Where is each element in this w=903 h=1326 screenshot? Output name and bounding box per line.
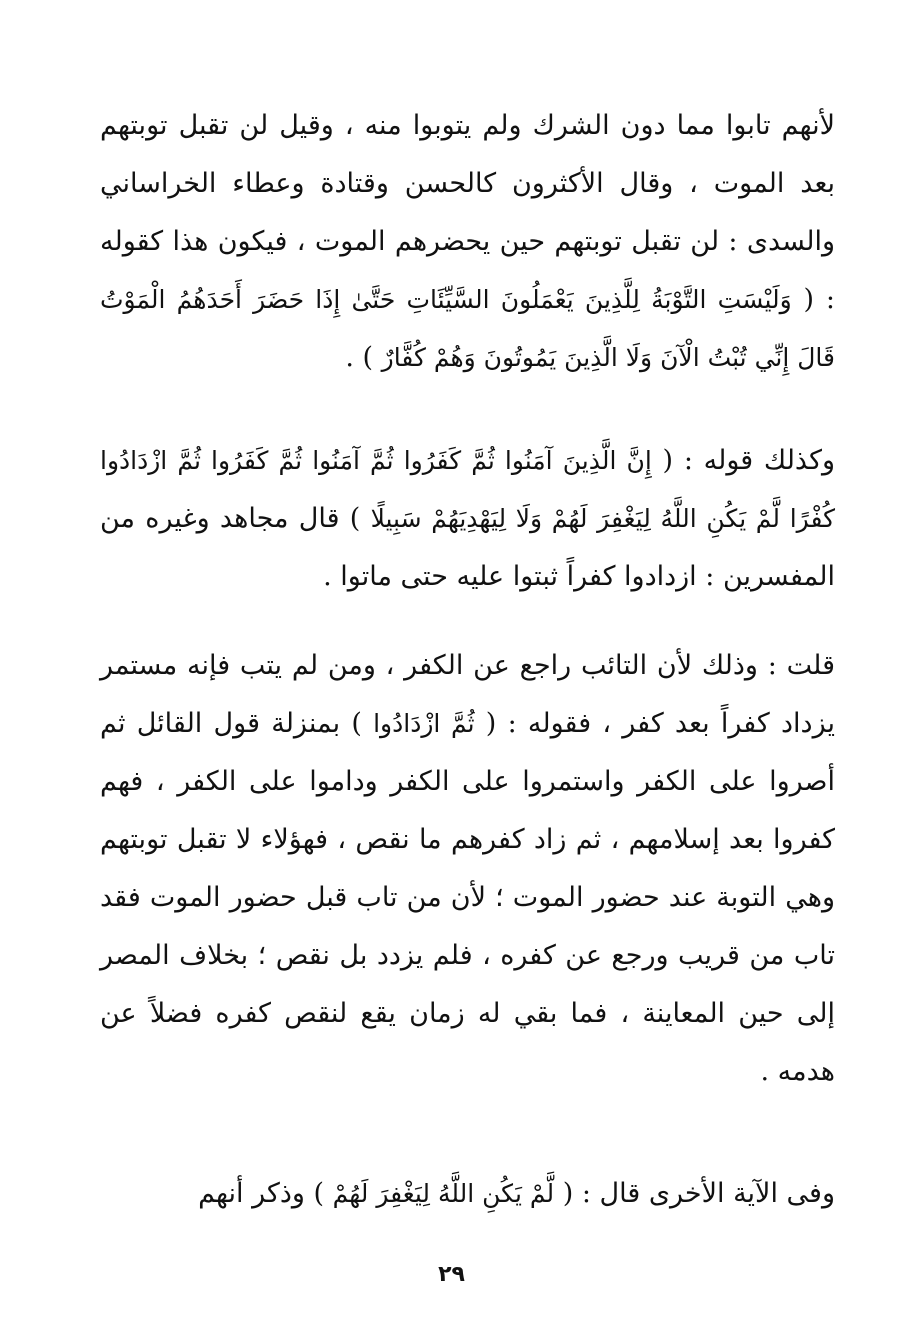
- paragraph-1: [100, 97, 835, 387]
- paragraph-1-text-end: ) .: [345, 342, 374, 373]
- paragraph-3-text-end: ) بمنزلة قول القائل ثم أصروا على الكفر واستمروا على الكفر وداموا على الكفر ، فهم كفروا بعد إسلامهم ، ثم زاد كفرهم ما نقص ، فهؤلاء لا تقبل توبتهم وهي التوبة عند حضور الموت ؛ لأن من تاب قبل حضور الموت فقد تاب من قريب ورجع عن كفره ، فلم يزدد بل نقص ؛ بخلاف المصر إلى حين المعاينة ، فما بقي له زمان يقع لنقص كفره فضلاً عن هدمه .: [100, 708, 835, 1087]
- quran-verse: إِنَّ الَّذِينَ آمَنُوا ثُمَّ كَفَرُوا ثُمَّ آمَنُوا ثُمَّ كَفَرُوا ثُمَّ ازْدَادُوا كُفْرًا لَّمْ يَكُنِ اللَّهُ لِيَغْفِرَ لَهُمْ وَلَا لِيَهْدِيَهُمْ سَبِيلًا: [100, 446, 835, 533]
- paragraph-2: [100, 432, 835, 606]
- paragraph-2-text: وكذلك قوله : (: [662, 445, 835, 476]
- paragraph-3-text: قلت : وذلك لأن التائب راجع عن الكفر ، ومن لم يتب فإنه مستمر يزداد كفراً بعد كفر ، فقوله : (: [100, 650, 835, 739]
- quran-verse: لَّمْ يَكُنِ اللَّهُ لِيَغْفِرَ لَهُمْ: [332, 1179, 555, 1208]
- paragraph-3: [100, 637, 835, 1101]
- paragraph-4: [100, 1165, 835, 1223]
- quran-verse: وَلَيْسَتِ التَّوْبَةُ لِلَّذِينَ يَعْمَلُونَ السَّيِّئَاتِ حَتَّىٰ إِذَا حَضَرَ أَحَدَهُمُ الْمَوْتُ قَالَ إِنِّي تُبْتُ الْآنَ وَلَا الَّذِينَ يَمُوتُونَ وَهُمْ كُفَّارٌ: [100, 285, 835, 372]
- paragraph-2-text-end: ) قال مجاهد وغيره من المفسرين : ازدادوا كفراً ثبتوا عليه حتى ماتوا .: [100, 503, 835, 592]
- paragraph-1-text: لأنهم تابوا مما دون الشرك ولم يتوبوا منه ، وقيل لن تقبل توبتهم بعد الموت ، وقال الأكثرون كالحسن وقتادة وعطاء الخراساني والسدى : لن تقبل توبتهم حين يحضرهم الموت ، فيكون هذا كقوله : (: [100, 110, 835, 315]
- paragraph-4-text: وفى الآية الأخرى قال : (: [562, 1178, 835, 1209]
- quran-verse: ثُمَّ ازْدَادُوا: [373, 709, 475, 738]
- page-number: ٢٩: [438, 1262, 465, 1287]
- paragraph-4-text-end: ) وذكر أنهم: [198, 1178, 325, 1209]
